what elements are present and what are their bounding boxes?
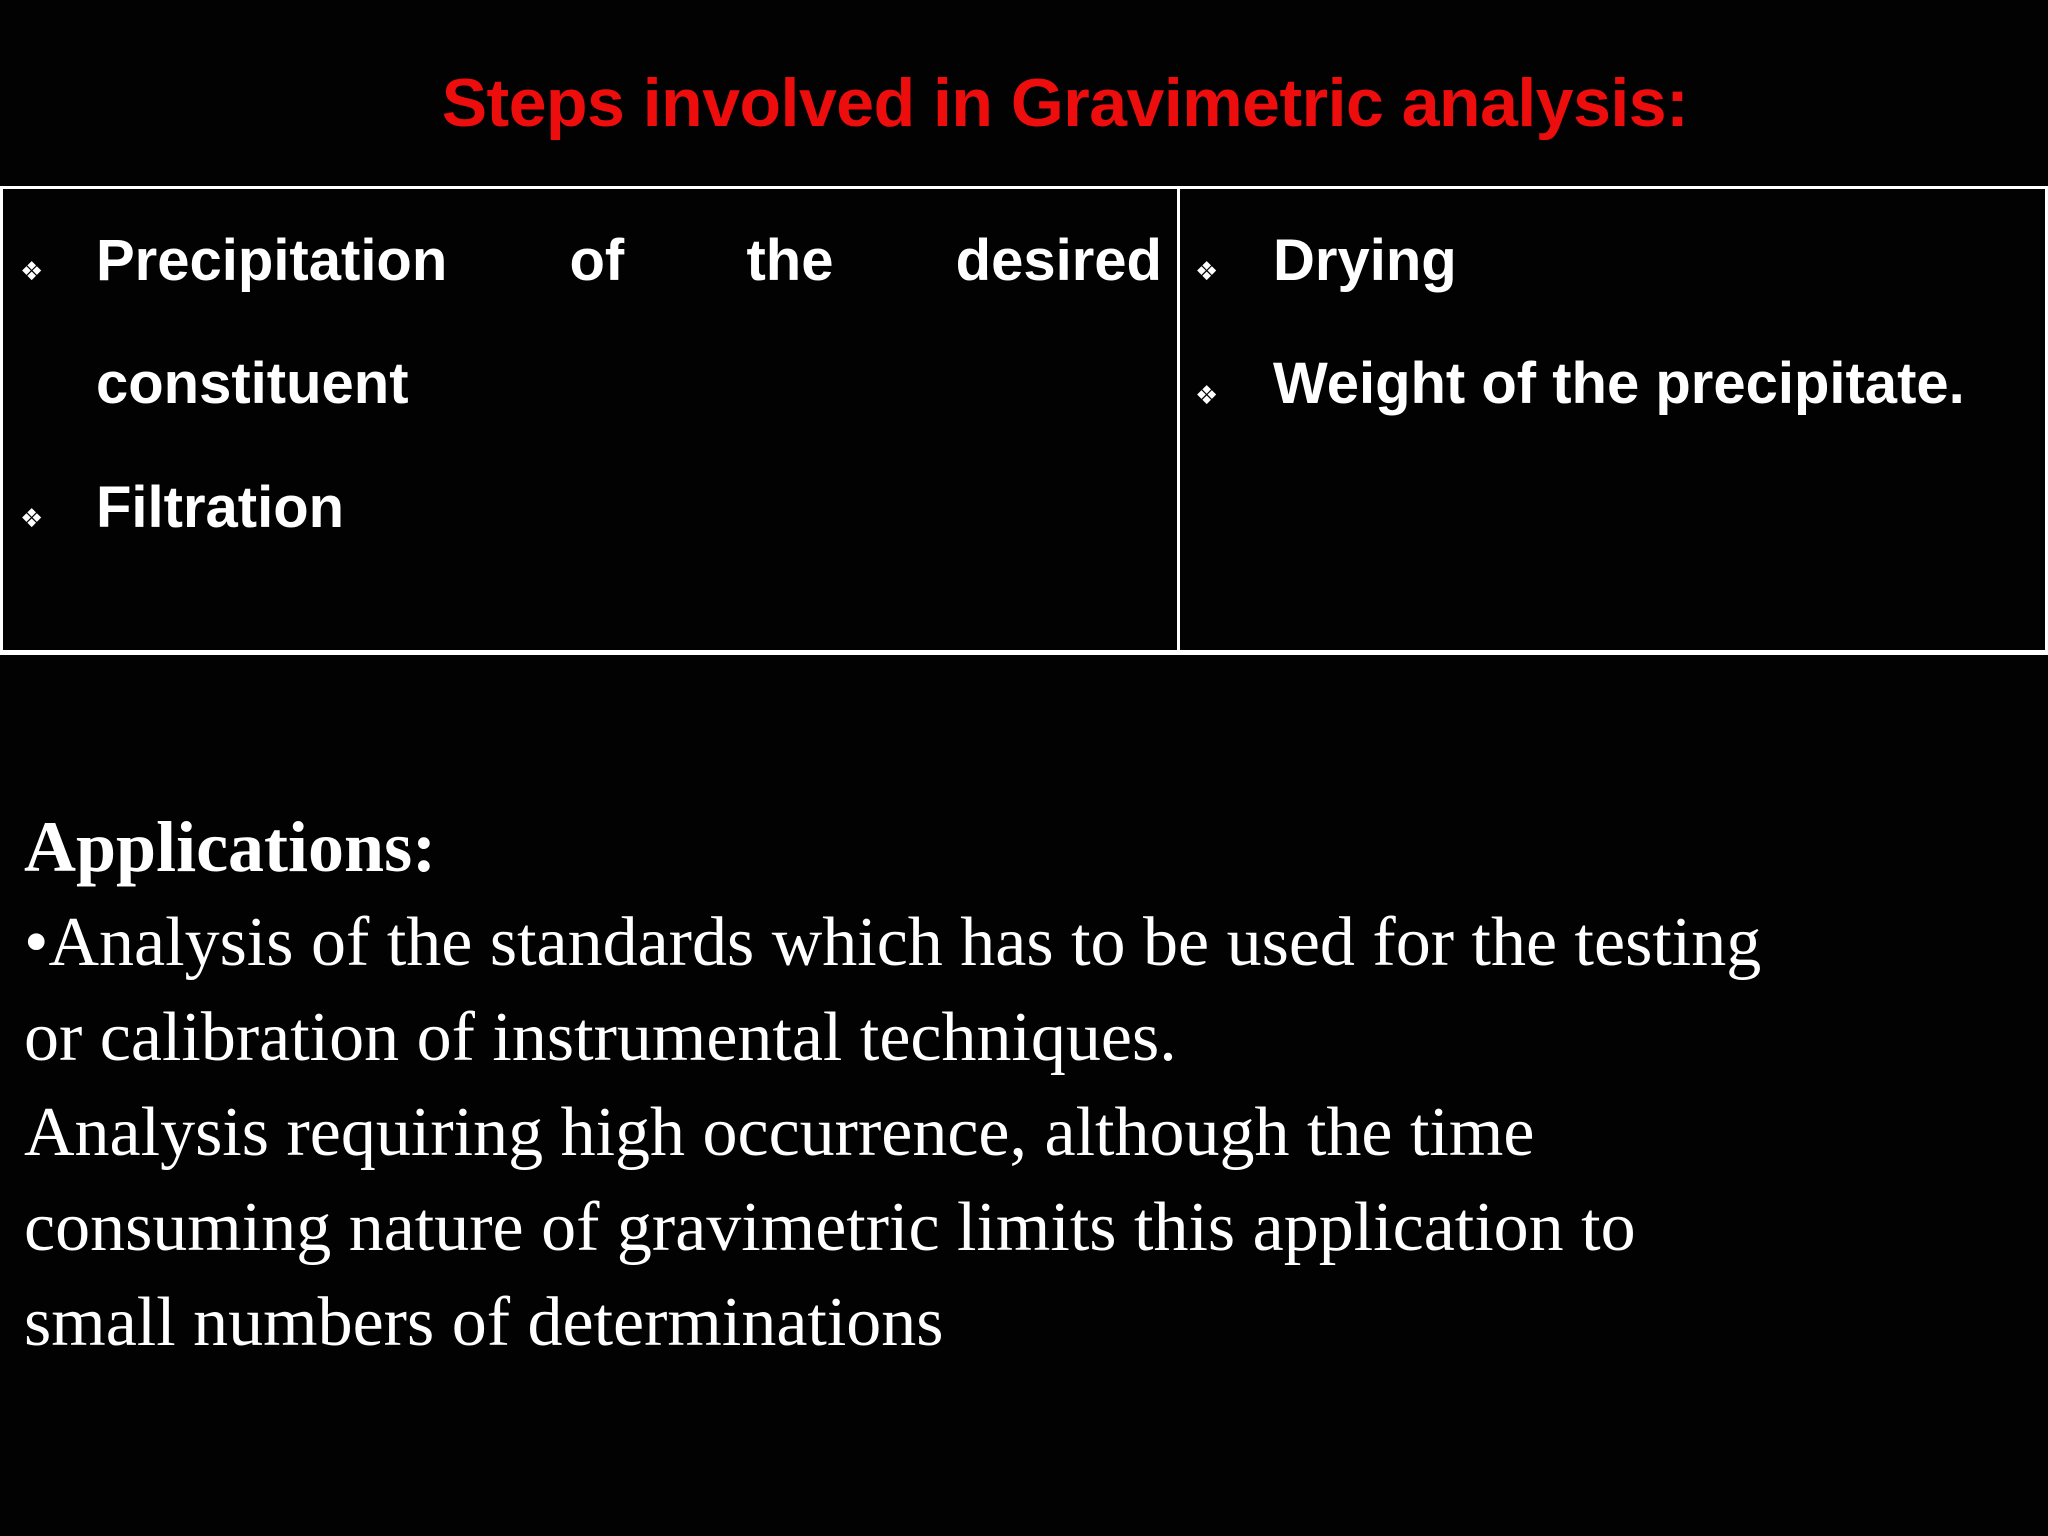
step-precipitation-line2: constituent <box>96 351 409 416</box>
applications-line: •Analysis of the standards which has to be used for the testing <box>24 904 1762 981</box>
applications-line: small numbers of determinations <box>24 1284 944 1361</box>
step-word: desired <box>955 228 1162 293</box>
steps-table <box>0 186 2048 655</box>
step-drying: Drying <box>1273 228 1457 293</box>
step-precipitation-line1 <box>96 226 1162 296</box>
applications-section <box>24 800 2034 1370</box>
step-word: the <box>746 228 834 293</box>
bullet-icon: ❖ <box>20 257 44 287</box>
applications-heading: Applications: <box>24 807 437 887</box>
bullet-icon: ❖ <box>1195 257 1219 287</box>
column-divider <box>1177 189 1180 650</box>
applications-line: consuming nature of gravimetric limits this application to <box>24 1189 1636 1266</box>
applications-line: or calibration of instrumental techniques. <box>24 999 1177 1076</box>
step-weighing: Weight of the precipitate. <box>1273 351 1965 416</box>
bullet-icon: ❖ <box>1195 381 1219 411</box>
step-word: of <box>569 228 625 293</box>
slide-title: Steps involved in Gravimetric analysis: <box>441 65 1689 141</box>
step-filtration: Filtration <box>96 475 345 540</box>
bullet-icon: ❖ <box>20 504 44 534</box>
applications-line: Analysis requiring high occurrence, although the time <box>24 1094 1535 1171</box>
step-word: Precipitation <box>96 228 448 293</box>
